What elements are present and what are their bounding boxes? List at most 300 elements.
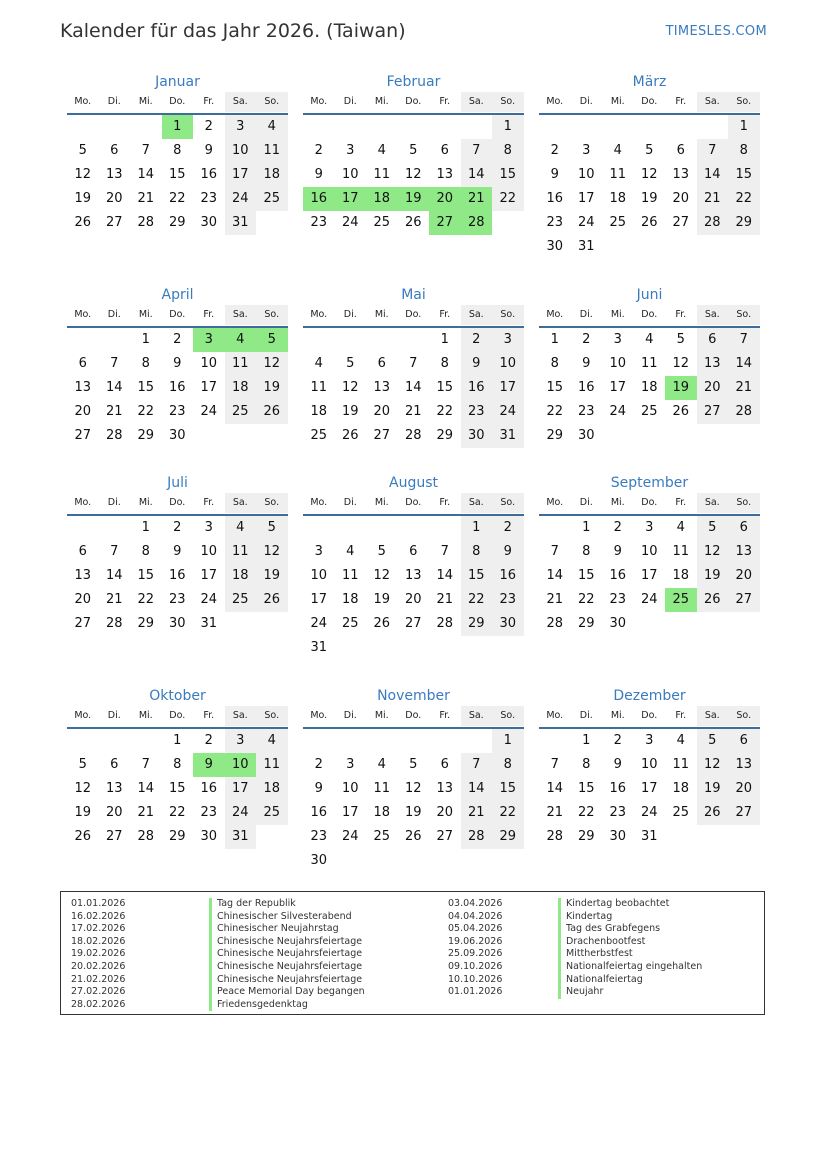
day-cell: 24 [310,616,328,631]
day-cell: 18 [341,592,359,607]
day-grid [303,729,524,873]
weekday-header [539,706,760,724]
day-cell: 3 [582,143,591,158]
day-cell: 6 [377,356,386,371]
day-grid [539,729,760,849]
day-cell: 26 [697,588,729,612]
day-cell: 17 [310,592,328,607]
weekday-label: Sa. [225,92,257,112]
day-cell: 22 [546,404,564,419]
weekday-label: Mi. [610,710,625,721]
day-cell: 31 [225,211,257,235]
day-cell: 11 [672,544,690,559]
empty-cell [130,729,162,753]
day-cell: 12 [697,540,729,564]
day-cell: 9 [550,167,559,182]
day-cell: 5 [377,544,386,559]
holiday-day-cell: 20 [429,187,461,211]
day-cell: 11 [225,352,257,376]
legend-date: 17.02.2026 [71,923,126,935]
day-cell: 12 [697,753,729,777]
day-grid [539,115,760,259]
day-cell: 17 [609,380,627,395]
empty-cell [461,729,493,753]
day-cell: 8 [582,544,591,559]
weekday-header [67,92,288,110]
day-cell: 30 [546,239,564,254]
weekday-header [539,92,760,110]
legend-holiday-name: Chinesischer Neujahrstag [209,923,365,936]
day-cell: 13 [74,568,92,583]
day-cell: 27 [105,829,123,844]
day-cell: 1 [550,332,559,347]
month-name: Januar [155,74,200,90]
day-cell: 4 [346,544,355,559]
day-cell: 24 [341,829,359,844]
day-grid [67,729,288,849]
day-cell: 6 [440,757,449,772]
month-5 [303,285,524,448]
day-cell: 16 [200,167,218,182]
weekday-label: Di. [107,497,121,508]
weekday-label: Mi. [610,309,625,320]
day-cell: 4 [314,356,323,371]
day-cell: 17 [200,380,218,395]
day-cell: 4 [613,143,622,158]
day-cell: 18 [373,805,391,820]
day-cell: 7 [461,139,493,163]
day-cell: 20 [74,404,92,419]
day-cell: 4 [256,729,288,753]
day-cell: 29 [137,428,155,443]
day-cell: 10 [640,544,658,559]
weekday-label: Fr. [675,309,687,320]
day-cell: 31 [640,829,658,844]
weekday-label: So. [728,92,760,112]
empty-cell [130,115,162,139]
day-cell: 8 [492,139,524,163]
day-cell: 25 [373,829,391,844]
day-cell: 6 [78,544,87,559]
day-cell: 9 [461,352,493,376]
day-cell: 13 [728,753,760,777]
day-cell: 14 [404,380,422,395]
legend-date: 01.01.2026 [71,898,126,909]
day-cell: 17 [640,781,658,796]
weekday-label: Mi. [138,497,153,508]
day-cell: 27 [74,428,92,443]
day-cell: 3 [645,733,654,748]
month-name: April [161,287,194,303]
day-cell: 11 [341,568,359,583]
legend-holiday-name: Mittherbstfest [558,948,702,961]
empty-cell [99,516,131,540]
empty-cell [303,516,335,540]
day-cell: 9 [314,167,323,182]
day-cell: 21 [697,187,729,211]
day-cell: 20 [373,404,391,419]
day-cell: 28 [137,829,155,844]
day-grid [67,516,288,636]
day-cell: 27 [105,215,123,230]
legend-date: 05.04.2026 [448,923,503,935]
day-cell: 30 [461,424,493,448]
day-cell: 10 [310,568,328,583]
empty-cell [303,328,335,352]
empty-cell [429,516,461,540]
day-cell: 26 [404,215,422,230]
legend-holiday-name: Drachenbootfest [558,936,702,949]
day-cell: 13 [436,781,454,796]
empty-cell [366,516,398,540]
legend-holiday-name: Kindertag beobachtet [558,898,702,911]
day-cell: 11 [310,380,328,395]
weekday-label: Mi. [374,497,389,508]
day-cell: 10 [225,139,257,163]
month-12 [539,686,760,849]
day-cell: 15 [577,781,595,796]
day-cell: 12 [672,356,690,371]
day-cell: 8 [728,139,760,163]
weekday-label: So. [492,92,524,112]
day-grid [303,328,524,448]
day-cell: 11 [373,167,391,182]
day-cell: 20 [697,376,729,400]
day-cell: 30 [200,215,218,230]
weekday-label: Mo. [310,710,328,721]
day-cell: 16 [577,380,595,395]
day-cell: 9 [613,757,622,772]
day-cell: 12 [640,167,658,182]
weekday-label: So. [256,305,288,325]
day-cell: 20 [728,777,760,801]
day-cell: 19 [256,564,288,588]
legend-names-right [558,898,702,999]
day-cell: 12 [256,352,288,376]
month-name: November [377,688,450,704]
day-grid [539,328,760,448]
weekday-label: Di. [579,96,593,107]
day-cell: 2 [204,119,213,134]
legend-holiday-name: Chinesische Neujahrsfeiertage [209,948,365,961]
day-cell: 30 [200,829,218,844]
day-cell: 7 [550,544,559,559]
empty-cell [697,115,729,139]
legend-holiday-name: Chinesische Neujahrsfeiertage [209,961,365,974]
day-cell: 28 [728,400,760,424]
day-cell: 14 [546,781,564,796]
holiday-day-cell: 4 [225,328,257,352]
day-cell: 24 [200,592,218,607]
day-cell: 7 [141,757,150,772]
day-cell: 24 [225,187,257,211]
day-cell: 23 [168,404,186,419]
weekday-label: Sa. [461,493,493,513]
weekday-label: Mo. [546,710,564,721]
day-cell: 30 [577,428,595,443]
day-cell: 18 [672,781,690,796]
day-cell: 7 [461,753,493,777]
weekday-label: So. [256,706,288,726]
day-cell: 14 [546,568,564,583]
day-cell: 17 [225,777,257,801]
weekday-label: Do. [169,710,186,721]
weekday-label: Fr. [675,96,687,107]
weekday-label: So. [728,493,760,513]
day-cell: 11 [256,753,288,777]
weekday-label: So. [256,92,288,112]
day-cell: 21 [404,404,422,419]
day-cell: 13 [697,352,729,376]
day-cell: 11 [672,757,690,772]
weekday-label: Mo. [546,497,564,508]
day-cell: 26 [74,215,92,230]
legend-dates-left [71,898,125,1011]
empty-cell [335,328,367,352]
day-cell: 2 [173,520,182,535]
day-cell: 23 [200,191,218,206]
legend-date: 19.06.2026 [448,935,503,947]
day-cell: 5 [697,729,729,753]
empty-cell [539,115,571,139]
weekday-label: Mi. [138,710,153,721]
legend-date: 01.01.2026 [448,986,503,998]
weekday-label: Sa. [697,493,729,513]
day-cell: 14 [105,380,123,395]
day-cell: 18 [225,564,257,588]
day-cell: 14 [137,167,155,182]
day-cell: 25 [310,428,328,443]
day-cell: 23 [577,404,595,419]
weekday-label: Mi. [374,710,389,721]
legend-holiday-name: Nationalfeiertag eingehalten [558,961,702,974]
empty-cell [398,516,430,540]
day-cell: 24 [200,404,218,419]
day-cell: 13 [728,540,760,564]
day-cell: 29 [577,616,595,631]
day-cell: 3 [346,143,355,158]
day-cell: 28 [436,616,454,631]
day-cell: 10 [640,757,658,772]
empty-cell [602,115,634,139]
day-cell: 15 [577,568,595,583]
day-cell: 20 [436,805,454,820]
day-cell: 4 [377,143,386,158]
day-cell: 12 [74,781,92,796]
day-cell: 3 [314,544,323,559]
day-cell: 17 [492,376,524,400]
day-cell: 30 [609,616,627,631]
day-cell: 10 [492,352,524,376]
day-cell: 16 [168,568,186,583]
legend-date: 27.02.2026 [71,986,126,998]
day-cell: 14 [461,777,493,801]
day-cell: 26 [341,428,359,443]
weekday-label: Mi. [138,96,153,107]
day-cell: 18 [609,191,627,206]
legend-date: 25.09.2026 [448,948,503,960]
weekday-label: So. [492,305,524,325]
weekday-header [303,706,524,724]
weekday-label: Fr. [439,96,451,107]
day-cell: 22 [168,805,186,820]
empty-cell [67,729,99,753]
day-cell: 6 [728,516,760,540]
day-cell: 13 [436,167,454,182]
weekday-label: Di. [343,497,357,508]
weekday-label: Mo. [310,309,328,320]
weekday-label: So. [492,493,524,513]
day-cell: 5 [697,516,729,540]
day-cell: 20 [105,191,123,206]
weekday-label: Mo. [74,309,92,320]
weekday-label: Sa. [697,706,729,726]
day-cell: 24 [225,801,257,825]
day-cell: 8 [582,757,591,772]
day-cell: 23 [461,400,493,424]
empty-cell [429,729,461,753]
day-cell: 14 [105,568,123,583]
day-cell: 4 [676,733,685,748]
month-11 [303,686,524,873]
day-cell: 16 [492,564,524,588]
day-cell: 5 [645,143,654,158]
day-cell: 1 [173,733,182,748]
day-cell: 16 [609,568,627,583]
day-cell: 23 [168,592,186,607]
day-cell: 19 [74,805,92,820]
legend-names-left [209,898,365,1011]
day-cell: 9 [613,544,622,559]
day-cell: 11 [225,540,257,564]
day-cell: 13 [74,380,92,395]
day-cell: 13 [105,167,123,182]
day-cell: 28 [546,829,564,844]
day-cell: 12 [404,781,422,796]
weekday-label: Mi. [610,96,625,107]
weekday-header [303,493,524,511]
weekday-label: Do. [169,96,186,107]
day-cell: 9 [492,540,524,564]
day-cell: 15 [436,380,454,395]
day-cell: 24 [577,215,595,230]
day-cell: 2 [550,143,559,158]
empty-cell [303,729,335,753]
day-cell: 5 [676,332,685,347]
day-cell: 26 [697,801,729,825]
weekday-label: Di. [343,309,357,320]
day-cell: 1 [141,520,150,535]
day-cell: 19 [373,592,391,607]
day-cell: 22 [728,187,760,211]
day-cell: 26 [373,616,391,631]
day-cell: 16 [200,781,218,796]
day-cell: 3 [613,332,622,347]
day-cell: 5 [346,356,355,371]
day-cell: 10 [200,356,218,371]
weekday-label: Sa. [225,493,257,513]
month-name: August [389,475,438,491]
holiday-day-cell: 21 [461,187,493,211]
weekday-header [303,305,524,323]
weekday-label: Do. [169,309,186,320]
day-cell: 25 [256,187,288,211]
weekday-label: So. [492,706,524,726]
empty-cell [335,729,367,753]
day-cell: 11 [609,167,627,182]
day-cell: 7 [550,757,559,772]
day-cell: 25 [225,400,257,424]
day-cell: 29 [168,215,186,230]
weekday-label: Fr. [203,96,215,107]
day-cell: 31 [577,239,595,254]
day-cell: 19 [74,191,92,206]
day-cell: 1 [582,733,591,748]
empty-cell [366,729,398,753]
day-cell: 8 [173,757,182,772]
weekday-label: Do. [641,96,658,107]
brand-logo[interactable]: TIMESLES.COM [665,24,767,39]
weekday-label: Do. [641,497,658,508]
day-cell: 18 [225,376,257,400]
legend-holiday-name: Chinesische Neujahrsfeiertage [209,936,365,949]
day-cell: 25 [341,616,359,631]
day-cell: 22 [436,404,454,419]
weekday-label: Di. [579,710,593,721]
day-cell: 4 [225,516,257,540]
day-cell: 31 [200,616,218,631]
day-cell: 13 [105,781,123,796]
holiday-day-cell: 19 [665,376,697,400]
day-cell: 19 [404,805,422,820]
day-cell: 22 [577,592,595,607]
day-cell: 15 [137,380,155,395]
legend-holiday-name: Kindertag [558,911,702,924]
day-cell: 22 [461,588,493,612]
day-cell: 2 [613,520,622,535]
day-cell: 26 [256,400,288,424]
day-cell: 12 [74,167,92,182]
weekday-label: Di. [107,710,121,721]
legend-dates-right [448,898,502,999]
day-grid [303,115,524,235]
day-cell: 16 [546,191,564,206]
day-cell: 28 [546,616,564,631]
legend-date: 28.02.2026 [71,998,126,1010]
month-name: September [610,475,689,491]
day-cell: 20 [672,191,690,206]
month-10 [67,686,288,849]
day-cell: 7 [697,139,729,163]
day-cell: 29 [461,612,493,636]
day-cell: 13 [404,568,422,583]
day-cell: 7 [440,544,449,559]
legend-date: 20.02.2026 [71,960,126,972]
day-cell: 14 [137,781,155,796]
weekday-label: Di. [107,96,121,107]
day-cell: 25 [609,215,627,230]
holiday-day-cell: 3 [193,328,225,352]
day-cell: 21 [546,592,564,607]
legend-date: 16.02.2026 [71,910,126,922]
day-cell: 8 [492,753,524,777]
day-cell: 31 [310,640,328,655]
day-cell: 15 [137,568,155,583]
month-8 [303,473,524,660]
weekday-label: Do. [405,710,422,721]
day-cell: 2 [582,332,591,347]
empty-cell [335,115,367,139]
